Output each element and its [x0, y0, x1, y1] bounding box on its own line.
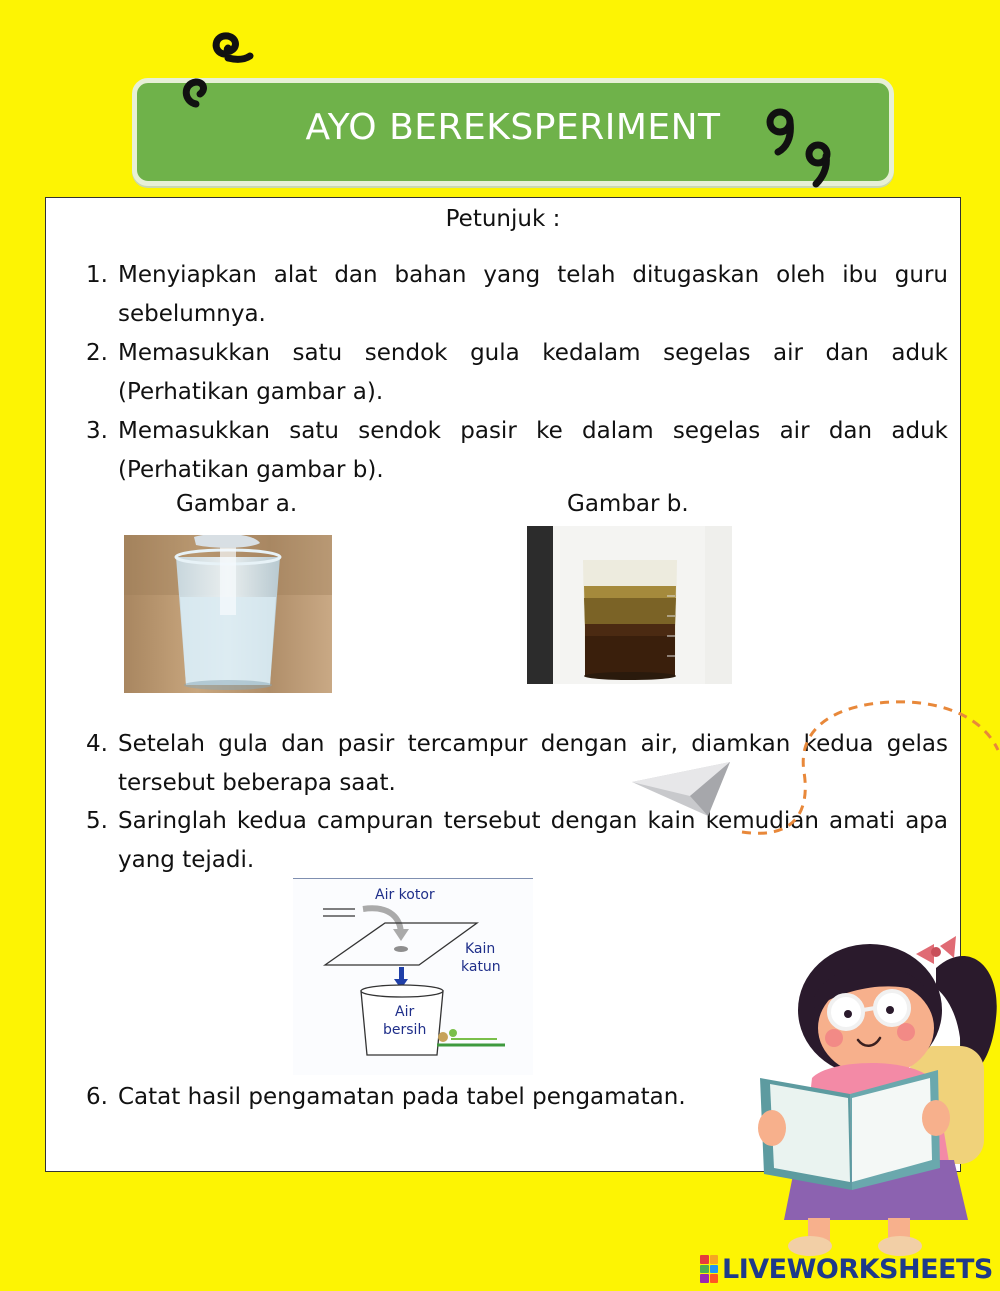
step-number: 6. [86, 1084, 108, 1110]
instructions-heading: Petunjuk : [445, 206, 561, 232]
clean-water-label-line2: bersih [383, 1022, 427, 1038]
step-text: Saringlah kedua campuran tersebut dengan kain kemudian amati apa yang tejadi. [118, 808, 948, 873]
step-text: Memasukkan satu sendok pasir ke dalam segelas air dan aduk (Perhatikan gambar b). [118, 418, 948, 483]
sugar-water-photo [124, 535, 332, 693]
page-title: AYO BEREKSPERIMENT [305, 106, 721, 148]
step-number: 3. [86, 418, 108, 444]
step-number: 1. [86, 262, 108, 288]
dashed-path-decoration [700, 690, 1000, 850]
step-number: 4. [86, 731, 108, 757]
dirty-water-label: Air kotor [375, 887, 435, 903]
filtration-diagram [293, 878, 533, 1075]
cloth-label-line1: Kain [465, 941, 496, 957]
step-text: Catat hasil pengamatan pada tabel pengamatan. [118, 1084, 686, 1110]
liveworksheets-badge-icon [700, 1255, 718, 1283]
sand-water-photo [527, 526, 732, 684]
instruction-step-3 [86, 412, 948, 489]
girl-reading-illustration [740, 928, 1000, 1258]
step-text: Setelah gula dan pasir tercampur dengan air, diamkan kedua gelas tersebut beberapa saat. [118, 731, 948, 796]
step-text: Memasukkan satu sendok gula kedalam segelas air dan aduk (Perhatikan gambar a). [118, 340, 948, 405]
step-number: 2. [86, 340, 108, 366]
figure-b-caption: Gambar b. [567, 491, 689, 517]
cloth-label-line2: katun [461, 959, 501, 975]
liveworksheets-logo [700, 1252, 993, 1286]
clean-water-label-line1: Air [395, 1004, 415, 1020]
brand-name: LIVEWORKSHEETS [722, 1253, 993, 1285]
instruction-step-1 [86, 256, 948, 333]
step-number: 5. [86, 808, 108, 834]
paper-plane-icon [630, 760, 734, 818]
filtration-drawing [293, 879, 533, 1076]
step-text: Menyiapkan alat dan bahan yang telah ditugaskan oleh ibu guru sebelumnya. [118, 262, 948, 327]
instruction-step-2 [86, 334, 948, 411]
open-quote-icon [176, 26, 256, 110]
close-quote-icon [762, 104, 838, 190]
figure-a-caption: Gambar a. [176, 491, 298, 517]
